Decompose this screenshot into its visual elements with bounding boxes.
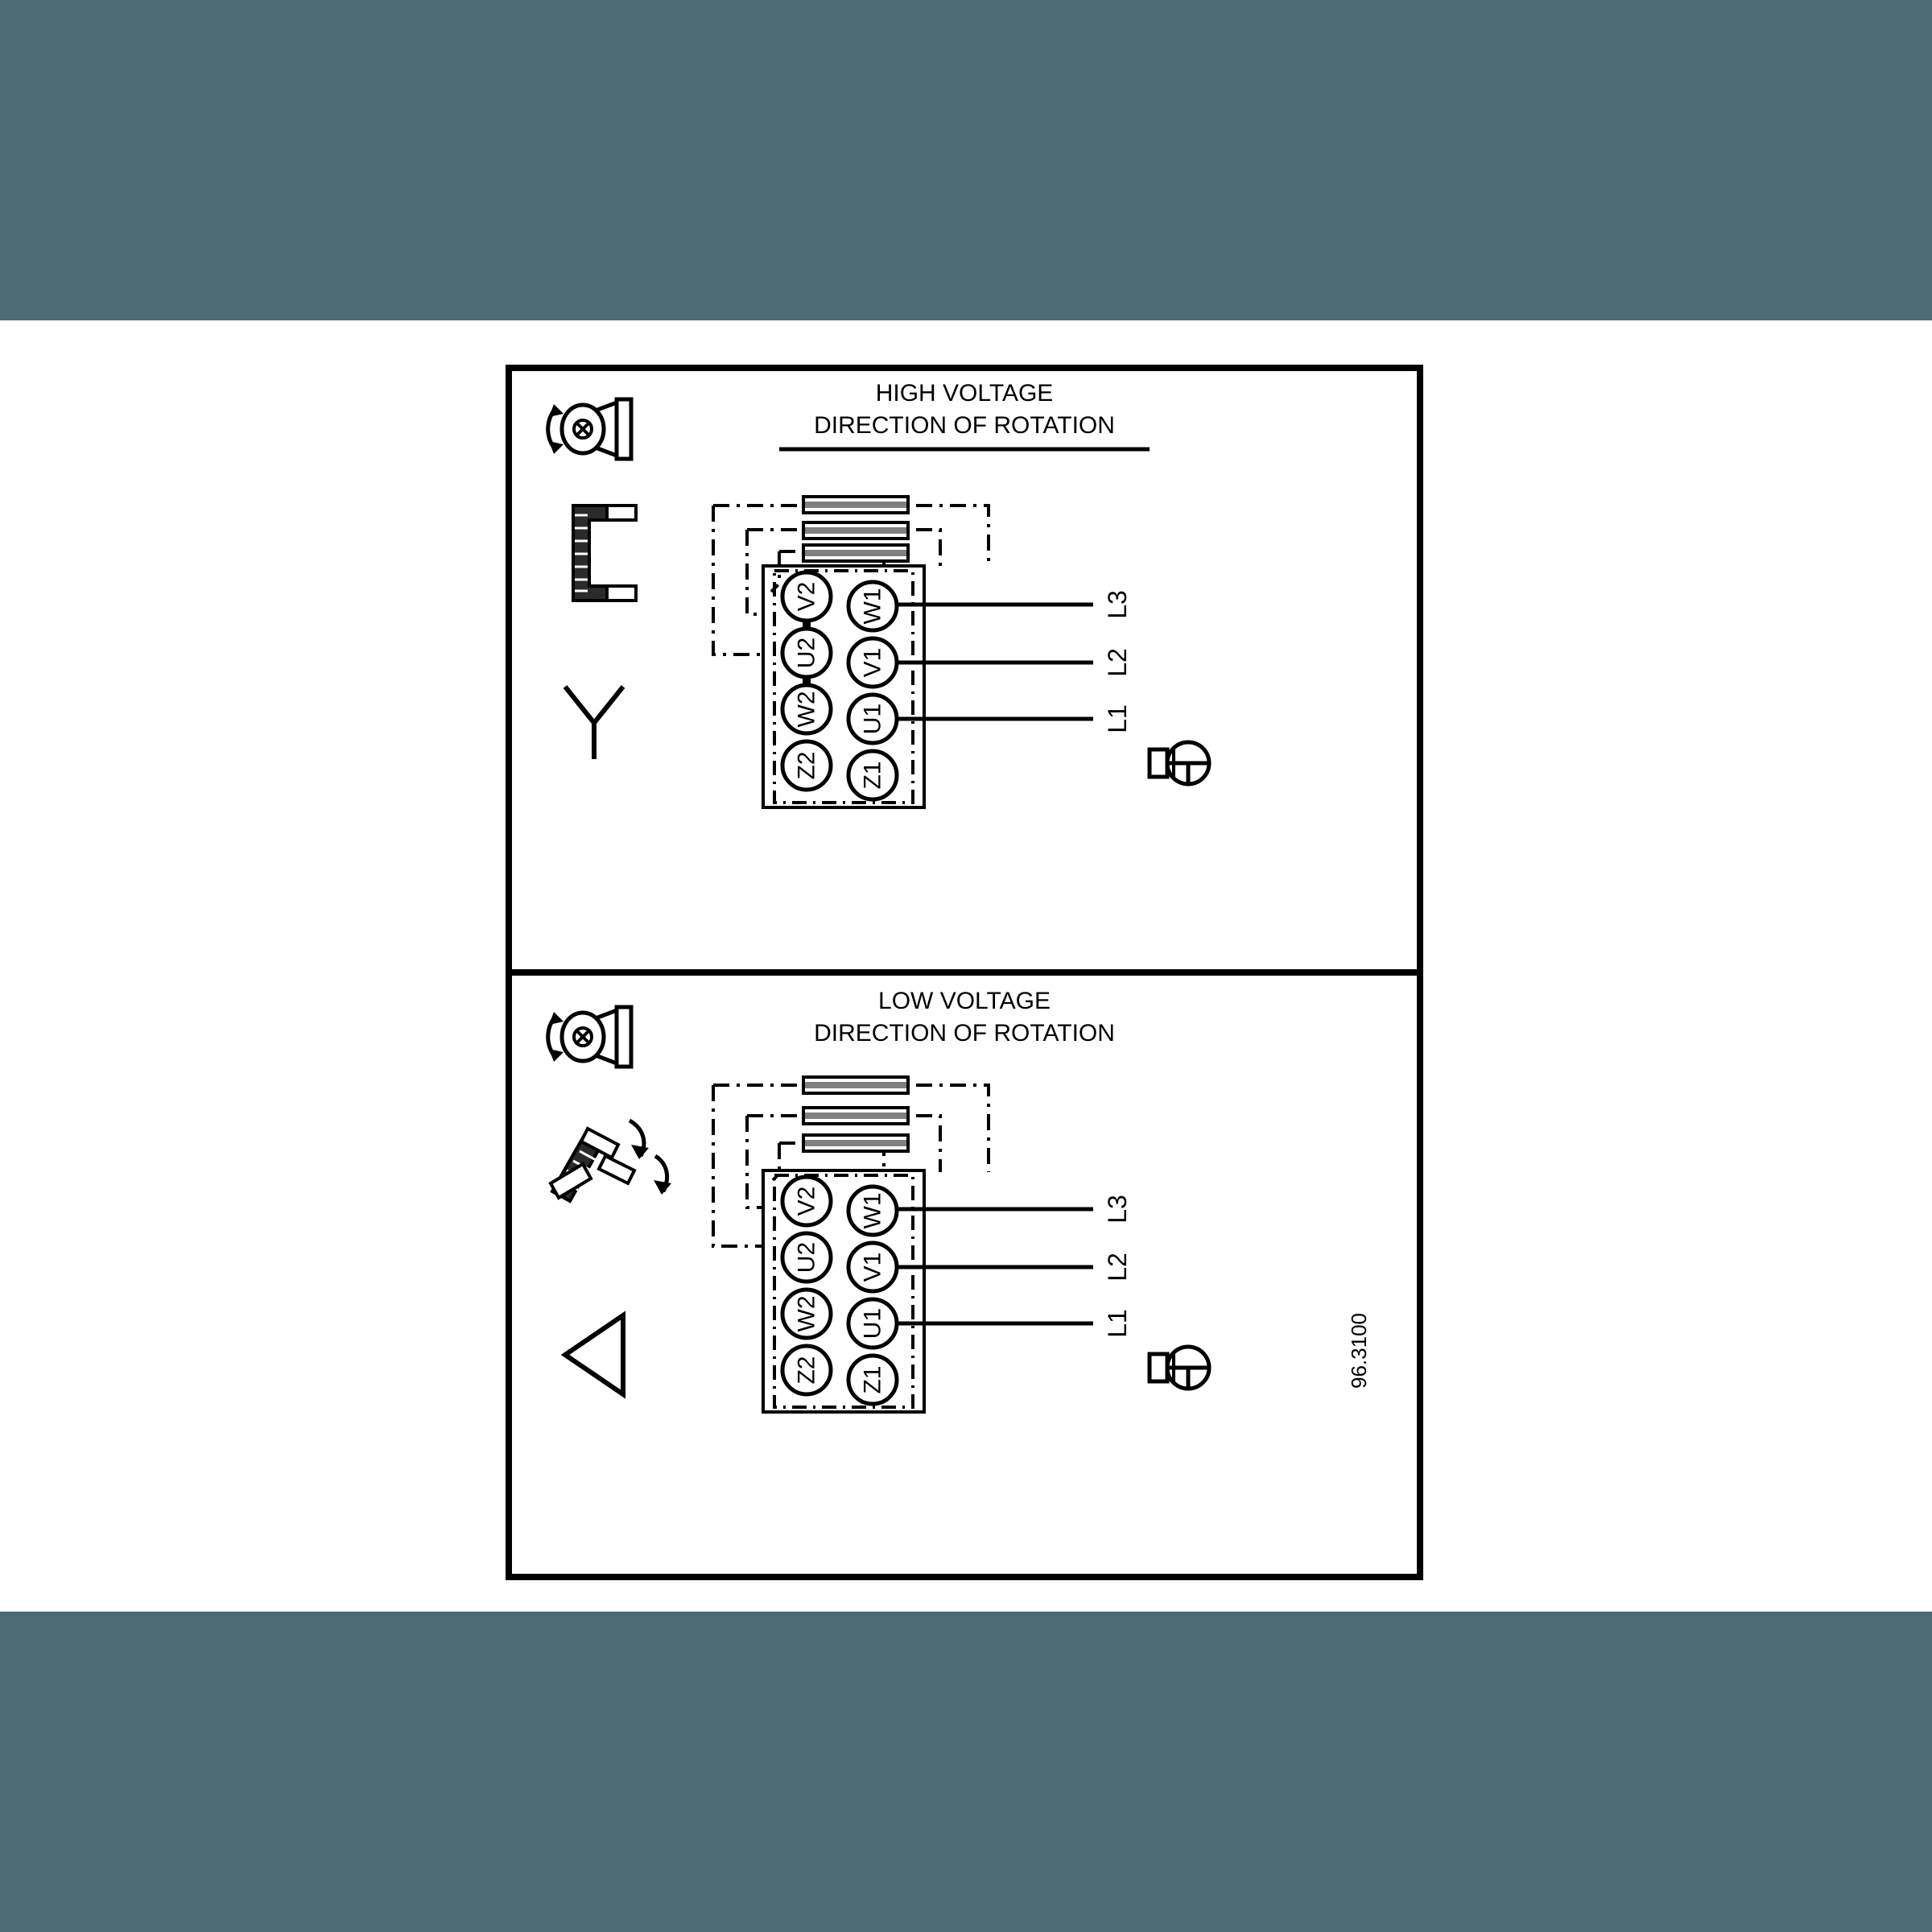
terminal-v2-low-label: V2	[793, 1186, 820, 1216]
bottom-band	[0, 1612, 1932, 1932]
terminal-u1-low-label: U1	[859, 1307, 886, 1340]
terminal-u1-label: U1	[859, 703, 886, 735]
high-voltage-supply-lines	[897, 605, 1093, 719]
high-voltage-right-terminals	[848, 582, 897, 799]
star-connection-symbol	[565, 687, 623, 759]
supply-label-l1: L1	[1103, 704, 1132, 733]
terminal-w1-label: W1	[859, 588, 886, 625]
terminal-u2-label: U2	[793, 637, 820, 669]
terminal-v1-low-label: V1	[859, 1252, 886, 1282]
terminal-z2-label: Z2	[793, 751, 820, 780]
panel-low-voltage	[548, 988, 1371, 1412]
terminal-w2-low-label: W2	[793, 1295, 820, 1332]
supply-label-l3: L3	[1103, 590, 1132, 619]
low-voltage-supply-lines	[897, 1209, 1093, 1323]
supply-label-l2: L2	[1103, 648, 1132, 677]
terminal-w1-low-label: W1	[859, 1192, 886, 1229]
high-voltage-title-line2: DIRECTION OF ROTATION	[814, 412, 1115, 439]
panel-high-voltage	[548, 380, 1209, 807]
high-voltage-title-line1: HIGH VOLTAGE	[875, 380, 1054, 407]
delta-connection-symbol	[565, 1315, 623, 1394]
low-voltage-right-terminals	[848, 1187, 897, 1404]
high-voltage-left-terminals	[782, 572, 831, 790]
supply-label-l1-low: L1	[1103, 1309, 1132, 1338]
wiring-diagram	[506, 365, 1423, 1580]
terminal-z1-label: Z1	[859, 761, 886, 790]
supply-label-l2-low: L2	[1103, 1253, 1132, 1282]
drawing-code: 96.3100	[1347, 1313, 1371, 1389]
motor-icon-low-voltage	[1150, 1347, 1209, 1389]
high-voltage-supply-labels	[1103, 590, 1132, 733]
low-voltage-jumper-bars	[803, 1077, 908, 1151]
terminal-u2-low-label: U2	[793, 1241, 820, 1274]
top-band	[0, 0, 1932, 320]
motor-icon-high-voltage	[1150, 742, 1209, 784]
terminal-z2-low-label: Z2	[793, 1356, 820, 1385]
bridge-removal-icon	[551, 1121, 671, 1201]
low-voltage-title-line1: LOW VOLTAGE	[878, 988, 1051, 1014]
low-voltage-title-line2: DIRECTION OF ROTATION	[814, 1020, 1115, 1046]
low-voltage-left-terminals	[782, 1177, 831, 1394]
star-bridge-icon	[573, 506, 636, 601]
terminal-v2-label: V2	[793, 581, 820, 612]
low-voltage-supply-labels	[1103, 1195, 1132, 1338]
bolt-screwdriver-icon	[548, 399, 631, 459]
diagram-canvas	[0, 320, 1932, 1612]
terminal-w2-label: W2	[793, 691, 820, 728]
high-voltage-jumper-bars	[803, 497, 908, 561]
bolt-screwdriver-icon-low	[548, 1007, 631, 1067]
supply-label-l3-low: L3	[1103, 1195, 1132, 1224]
terminal-v1-label: V1	[859, 647, 886, 678]
terminal-z1-low-label: Z1	[859, 1365, 886, 1394]
